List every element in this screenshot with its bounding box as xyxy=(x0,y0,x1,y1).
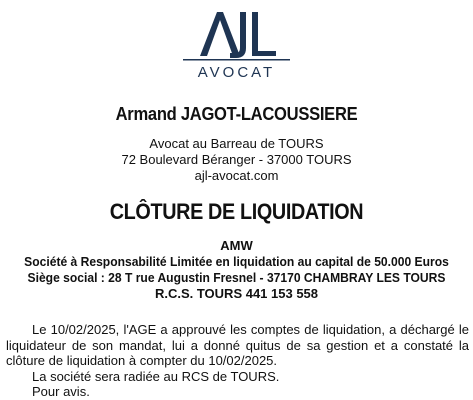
notice-title: CLÔTURE DE LIQUIDATION xyxy=(109,199,364,224)
body-closing: Pour avis. xyxy=(32,384,90,399)
lawyer-bar: Avocat au Barreau de TOURS xyxy=(149,136,324,151)
company-seat: Siège social : 28 T rue Augustin Fresnel - 37170 CHAMBRAY LES TOURS xyxy=(27,270,446,285)
lawyer-address: 72 Boulevard Béranger - 37000 TOURS xyxy=(121,152,352,167)
company-rcs: R.C.S. TOURS 441 153 558 xyxy=(154,286,319,301)
lawyer-website: ajl-avocat.com xyxy=(194,168,279,183)
body-radiation: La société sera radiée au RCS de TOURS. xyxy=(32,368,280,384)
ajl-monogram-icon xyxy=(180,6,293,64)
body-paragraph: Le 10/02/2025, l'AGE a approuvé les comptes de liquidation, a déchargé le liquidateur de son mandat, lui a donné quitus de sa gestion et a constaté la clôture de liquidation à compter du 10/02/2025. xyxy=(6,322,469,368)
firm-logo xyxy=(180,6,293,86)
lawyer-name: Armand JAGOT-LACOUSSIERE xyxy=(115,104,358,124)
notice-body xyxy=(6,322,469,400)
company-form: Société à Responsabilité Limitée en liquidation au capital de 50.000 Euros xyxy=(24,254,449,269)
logo-subtitle: AVOCAT xyxy=(197,64,276,81)
company-name: AMW xyxy=(220,238,253,253)
